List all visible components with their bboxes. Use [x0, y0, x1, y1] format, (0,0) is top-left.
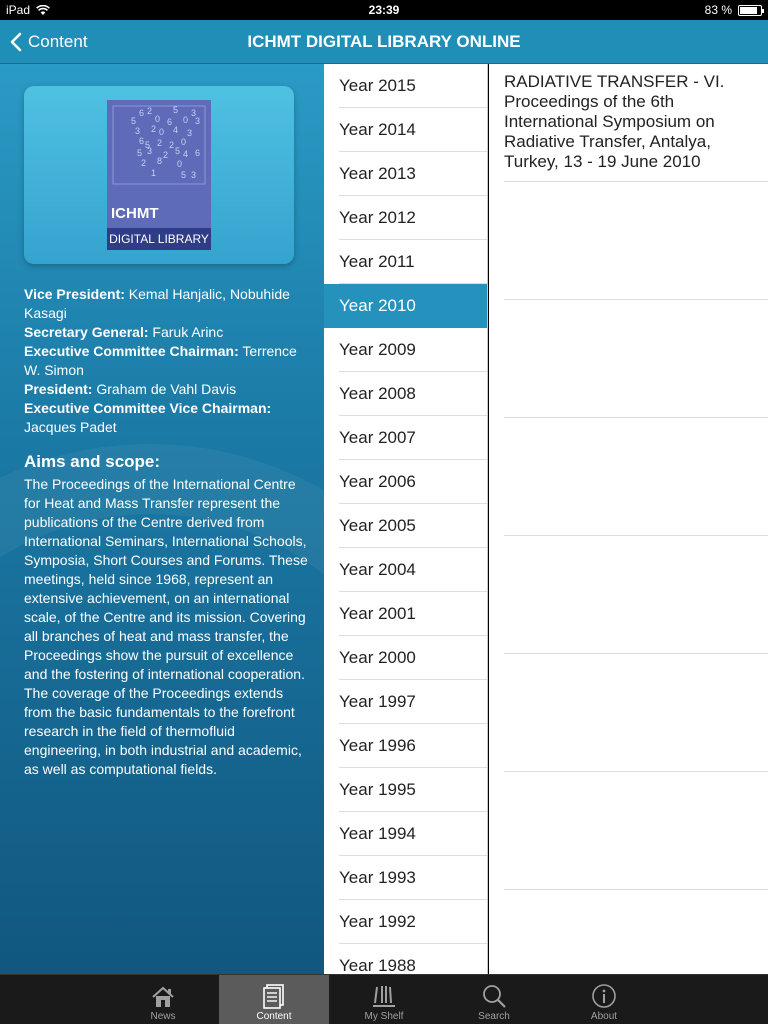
svg-text:5: 5	[173, 105, 179, 115]
year-item[interactable]: Year 2005	[324, 504, 487, 548]
home-icon	[150, 985, 176, 1009]
search-icon	[481, 983, 507, 1009]
svg-text:5: 5	[175, 146, 181, 156]
tab-news[interactable]	[108, 975, 218, 1024]
svg-text:2: 2	[163, 150, 169, 160]
proceedings-row	[489, 772, 768, 890]
document-icon	[261, 983, 287, 1009]
year-item[interactable]: Year 2007	[324, 416, 487, 460]
officers-list	[24, 285, 314, 437]
tab-content[interactable]	[219, 975, 329, 1024]
year-item[interactable]: Year 2013	[324, 152, 487, 196]
battery-percent: 83 %	[704, 3, 732, 17]
info-icon	[591, 983, 617, 1009]
svg-text:3: 3	[135, 126, 141, 136]
year-item[interactable]: Year 2009	[324, 328, 487, 372]
page-title: ICHMT DIGITAL LIBRARY ONLINE	[247, 32, 521, 51]
svg-text:6: 6	[139, 108, 145, 118]
svg-text:2: 2	[141, 158, 147, 168]
tab-label: Search	[478, 1011, 510, 1022]
svg-text:0: 0	[159, 127, 165, 137]
aims-text: The Proceedings of the International Centre for Heat and Mass Transfer represent the publications of the Centre derived from International Seminars, International Schools, Symposia, Short Courses and Forums. These meetings, held since 1968, represent an extensive achievement, on an international scale, of the Centre and its mission. Covering all branches of heat and mass transfer, the Proceedings show the pursuit of excellence and the fostering of international cooperation. The coverage of the Proceedings extends from the basic fundamentals to the forefront research in the field of thermofluid engineering, in both industrial and academic, as well as computational fields.	[24, 476, 308, 777]
tab-label: About	[590, 1011, 618, 1022]
svg-text:3: 3	[187, 128, 193, 138]
svg-text:2: 2	[147, 106, 153, 116]
year-item[interactable]: Year 2015	[324, 64, 487, 108]
back-label: Content	[28, 32, 88, 51]
tab-my-shelf[interactable]	[329, 975, 439, 1024]
proceedings-row	[489, 654, 768, 772]
year-item[interactable]: Year 2000	[324, 636, 487, 680]
tab-search[interactable]	[439, 975, 549, 1024]
status-time: 23:39	[368, 3, 400, 17]
shelf-icon	[371, 983, 397, 1009]
svg-text:5: 5	[131, 116, 137, 126]
tab-about[interactable]	[549, 975, 659, 1024]
tab-label: News	[150, 1011, 176, 1022]
year-item[interactable]: Year 1997	[324, 680, 487, 724]
year-item[interactable]: Year 1994	[324, 812, 487, 856]
proceedings-title: RADIATIVE TRANSFER - VI. Proceedings of the 6th International Symposium on Radiative Transfer, Antalya, Turkey, 13 - 19 June 2010	[504, 72, 725, 171]
status-bar	[0, 0, 768, 20]
svg-text:0: 0	[155, 114, 161, 124]
svg-text:4: 4	[173, 125, 179, 135]
svg-text:1: 1	[151, 168, 157, 178]
battery-icon	[738, 5, 762, 16]
proceedings-row	[489, 890, 768, 974]
year-item[interactable]: Year 2006	[324, 460, 487, 504]
svg-text:5: 5	[137, 148, 143, 158]
svg-text:2: 2	[151, 124, 157, 134]
logo-subtitle: DIGITAL LIBRARY	[107, 228, 211, 250]
tab-label: Content	[256, 1011, 292, 1022]
svg-text:6: 6	[139, 136, 145, 146]
officer-entry: Secretary General: Faruk Arinc	[24, 324, 224, 340]
proceedings-row	[489, 182, 768, 300]
logo-card	[24, 86, 294, 264]
year-item[interactable]: Year 2001	[324, 592, 487, 636]
svg-text:0: 0	[181, 137, 187, 147]
year-item[interactable]: Year 2010	[324, 284, 487, 328]
library-info-pane	[0, 64, 324, 974]
year-item[interactable]: Year 2008	[324, 372, 487, 416]
year-item[interactable]: Year 2014	[324, 108, 487, 152]
svg-text:0: 0	[177, 159, 183, 169]
year-item[interactable]: Year 2012	[324, 196, 487, 240]
proceedings-row	[489, 536, 768, 654]
digits-pattern	[111, 104, 207, 186]
svg-text:2: 2	[157, 138, 163, 148]
year-list[interactable]	[324, 64, 488, 974]
officer-entry: Executive Committee Vice Chairman: Jacques Padet	[24, 400, 272, 435]
year-item[interactable]: Year 1995	[324, 768, 487, 812]
officer-entry: Executive Committee Chairman: Terrence W. Simon	[24, 343, 297, 378]
svg-text:2: 2	[169, 140, 175, 150]
proceedings-row	[489, 300, 768, 418]
logo-brand: ICHMT	[111, 205, 159, 222]
svg-text:3: 3	[191, 108, 197, 118]
svg-text:0: 0	[183, 115, 189, 125]
proceedings-row	[489, 418, 768, 536]
officer-entry: President: Graham de Vahl Davis	[24, 381, 237, 397]
svg-text:5: 5	[181, 170, 187, 180]
svg-text:4: 4	[183, 149, 189, 159]
officer-entry: Vice President: Kemal Hanjalic, Nobuhide Kasagi	[24, 286, 290, 321]
tab-label: My Shelf	[364, 1011, 404, 1022]
year-item[interactable]: Year 1992	[324, 900, 487, 944]
tab-bar	[0, 974, 768, 1024]
svg-text:6: 6	[195, 148, 201, 158]
year-item[interactable]: Year 2011	[324, 240, 487, 284]
svg-text:8: 8	[157, 156, 163, 166]
svg-text:3: 3	[191, 170, 197, 180]
svg-text:5: 5	[145, 140, 151, 150]
ichmt-logo	[107, 100, 211, 250]
svg-text:3: 3	[147, 146, 153, 156]
year-item[interactable]: Year 1988	[324, 944, 487, 974]
aims-title: Aims and scope:	[24, 452, 161, 471]
svg-text:3: 3	[195, 116, 201, 126]
device-label: iPad	[6, 3, 31, 17]
proceedings-list	[489, 64, 768, 974]
navigation-bar	[0, 20, 768, 64]
year-item[interactable]: Year 1993	[324, 856, 487, 900]
year-item[interactable]: Year 2004	[324, 548, 487, 592]
svg-text:6: 6	[167, 117, 173, 127]
year-item[interactable]: Year 1996	[324, 724, 487, 768]
proceedings-row[interactable]	[489, 64, 768, 182]
